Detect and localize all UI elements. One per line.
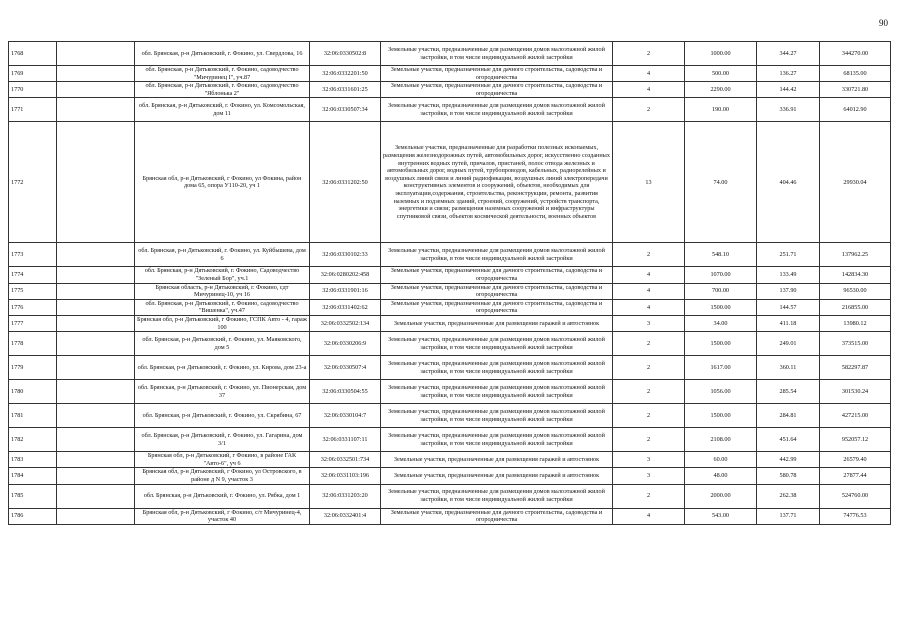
table-body bbox=[9, 42, 891, 525]
area-cell: 48.00 bbox=[685, 468, 757, 484]
land-use-cell: Земельные участки, предназначенные для размещения домов малоэтажной жилой застройки, в том числе индивидуальной жилой застройки bbox=[381, 404, 613, 428]
row-number-cell: 1774 bbox=[9, 267, 57, 283]
cadastral-value-cell: 524760.00 bbox=[820, 484, 891, 508]
row-number-cell: 1784 bbox=[9, 468, 57, 484]
address-cell: обл. Брянская, р-н Дятьковский, г. Фокино, ул. Кирова, дом 23-а bbox=[135, 356, 310, 380]
row-number-cell: 1773 bbox=[9, 243, 57, 267]
group-number-cell: 4 bbox=[613, 283, 685, 299]
cadastral-value-table bbox=[8, 41, 891, 525]
land-use-cell: Земельные участки, предназначенные для дачного строительства, садоводства и огородничества bbox=[381, 82, 613, 98]
empty-cell bbox=[57, 468, 135, 484]
cadastral-value-cell: 427215.00 bbox=[820, 404, 891, 428]
cadastral-number-cell: 32:06:0330206:9 bbox=[310, 332, 381, 356]
address-cell: Брянская обл, р-н Дятьковский, г Фокино, в районе ГАК "Авто-6", уч 6 bbox=[135, 452, 310, 468]
empty-cell bbox=[57, 122, 135, 243]
area-cell: 1617.00 bbox=[685, 356, 757, 380]
cadastral-number-cell: 32:06:0280202:458 bbox=[310, 267, 381, 283]
cadastral-value-cell: 301530.24 bbox=[820, 380, 891, 404]
area-cell: 2290.00 bbox=[685, 82, 757, 98]
cadastral-value-cell: 216855.00 bbox=[820, 299, 891, 315]
specific-value-cell: 251.71 bbox=[757, 243, 820, 267]
cadastral-value-cell: 582297.87 bbox=[820, 356, 891, 380]
address-cell: обл. Брянская, р-н Дятьковский, г. Фокино, ул. Свердлова, 16 bbox=[135, 42, 310, 66]
cadastral-number-cell: 32:06:0332401:4 bbox=[310, 508, 381, 524]
group-number-cell: 2 bbox=[613, 356, 685, 380]
cadastral-number-cell: 32:06:0330504:55 bbox=[310, 380, 381, 404]
cadastral-number-cell: 32:06:0331402:62 bbox=[310, 299, 381, 315]
empty-cell bbox=[57, 332, 135, 356]
cadastral-value-cell: 13980.12 bbox=[820, 315, 891, 331]
row-number-cell: 1772 bbox=[9, 122, 57, 243]
specific-value-cell: 336.91 bbox=[757, 98, 820, 122]
address-cell: обл. Брянская, р-н Дятьковский, г. Фокино, ул. Гагарина, дом 3/1 bbox=[135, 428, 310, 452]
cadastral-value-cell: 344270.00 bbox=[820, 42, 891, 66]
cadastral-value-cell: 74776.53 bbox=[820, 508, 891, 524]
area-cell: 1056.00 bbox=[685, 380, 757, 404]
empty-cell bbox=[57, 98, 135, 122]
specific-value-cell: 285.54 bbox=[757, 380, 820, 404]
group-number-cell: 2 bbox=[613, 243, 685, 267]
group-number-cell: 2 bbox=[613, 484, 685, 508]
group-number-cell: 2 bbox=[613, 380, 685, 404]
land-use-cell: Земельные участки, предназначенные для размещения домов малоэтажной жилой застройки, в том числе индивидуальной жилой застройки bbox=[381, 380, 613, 404]
cadastral-value-cell: 26579.40 bbox=[820, 452, 891, 468]
row-number-cell: 1782 bbox=[9, 428, 57, 452]
group-number-cell: 2 bbox=[613, 404, 685, 428]
group-number-cell: 4 bbox=[613, 66, 685, 82]
land-use-cell: Земельные участки, предназначенные для разработки полезных ископаемых, размещения железнодорожных путей, автомобильных дорог, искусственно созданных внутренних водных путей, причалов, пристаней, полос отвода железных и автомобильных дорог, водных путей, трубопроводов, кабельных, радиорелейных и воздушных линий связи и линий радиофикации, воздушных линий электропередачи конструктивных элементов и сооружений, объектов, необходимых для эксплуатации,содержания, строительства, реконструкции, ремонта, развития наземных и подземных зданий, строений, сооружений, устройств транспорта, энергетики и связи; размещения наземных сооружений и инфраструктуры спутниковой связи, объектов космической деятельности, военных объектов bbox=[381, 122, 613, 243]
table-row bbox=[9, 299, 891, 315]
area-cell: 548.10 bbox=[685, 243, 757, 267]
address-cell: обл. Брянская, р-н Дятьковский, г. Фокино, садоводчество "Вишенка", уч.47 bbox=[135, 299, 310, 315]
group-number-cell: 3 bbox=[613, 315, 685, 331]
row-number-cell: 1783 bbox=[9, 452, 57, 468]
area-cell: 190.00 bbox=[685, 98, 757, 122]
table-row bbox=[9, 452, 891, 468]
empty-cell bbox=[57, 315, 135, 331]
area-cell: 543.00 bbox=[685, 508, 757, 524]
land-use-cell: Земельные участки, предназначенные для дачного строительства, садоводства и огородничества bbox=[381, 299, 613, 315]
empty-cell bbox=[57, 404, 135, 428]
empty-cell bbox=[57, 428, 135, 452]
group-number-cell: 4 bbox=[613, 299, 685, 315]
table-row bbox=[9, 98, 891, 122]
table-row bbox=[9, 267, 891, 283]
table-row bbox=[9, 66, 891, 82]
land-use-cell: Земельные участки, предназначенные для размещения домов малоэтажной жилой застройки, в том числе индивидуальной жилой застройки bbox=[381, 332, 613, 356]
table-row bbox=[9, 356, 891, 380]
address-cell: обл. Брянская, р-н Дятьковский, г. Фокино, ул. Комсомольская, дом 11 bbox=[135, 98, 310, 122]
address-cell: обл. Брянская, р-н Дятьковский, г. Фокино, садоводчество "Мичуринец I", уч.87 bbox=[135, 66, 310, 82]
specific-value-cell: 284.81 bbox=[757, 404, 820, 428]
cadastral-number-cell: 32:06:0330104:7 bbox=[310, 404, 381, 428]
area-cell: 34.00 bbox=[685, 315, 757, 331]
area-cell: 1500.00 bbox=[685, 299, 757, 315]
specific-value-cell: 442.99 bbox=[757, 452, 820, 468]
land-use-cell: Земельные участки, предназначенные для дачного строительства, садоводства и огородничества bbox=[381, 283, 613, 299]
specific-value-cell: 451.64 bbox=[757, 428, 820, 452]
specific-value-cell: 136.27 bbox=[757, 66, 820, 82]
land-use-cell: Земельные участки, предназначенные для размещения гаражей и автостоянок bbox=[381, 468, 613, 484]
row-number-cell: 1777 bbox=[9, 315, 57, 331]
address-cell: Брянская обл, р-н Дятьковский, г Фокино, с/т Мичуринец-4, участок 40 bbox=[135, 508, 310, 524]
address-cell: обл. Брянская, р-н Дятьковский, г. Фокино, Садоводчество "Зеленый Бор", уч.1 bbox=[135, 267, 310, 283]
empty-cell bbox=[57, 42, 135, 66]
row-number-cell: 1770 bbox=[9, 82, 57, 98]
row-number-cell: 1781 bbox=[9, 404, 57, 428]
empty-cell bbox=[57, 452, 135, 468]
area-cell: 700.00 bbox=[685, 283, 757, 299]
land-use-cell: Земельные участки, предназначенные для дачного строительства, садоводства и огородничества bbox=[381, 267, 613, 283]
cadastral-value-cell: 137962.25 bbox=[820, 243, 891, 267]
specific-value-cell: 137.71 bbox=[757, 508, 820, 524]
cadastral-value-cell: 142834.30 bbox=[820, 267, 891, 283]
table-row bbox=[9, 380, 891, 404]
group-number-cell: 2 bbox=[613, 98, 685, 122]
cadastral-value-cell: 27877.44 bbox=[820, 468, 891, 484]
cadastral-value-cell: 373515.00 bbox=[820, 332, 891, 356]
table-row bbox=[9, 404, 891, 428]
group-number-cell: 3 bbox=[613, 452, 685, 468]
cadastral-value-cell: 952057.12 bbox=[820, 428, 891, 452]
cadastral-value-cell: 29930.04 bbox=[820, 122, 891, 243]
empty-cell bbox=[57, 484, 135, 508]
land-use-cell: Земельные участки, предназначенные для размещения домов малоэтажной жилой застройки, в том числе индивидуальной жилой застройки bbox=[381, 356, 613, 380]
empty-cell bbox=[57, 283, 135, 299]
empty-cell bbox=[57, 508, 135, 524]
empty-cell bbox=[57, 82, 135, 98]
area-cell: 1070.00 bbox=[685, 267, 757, 283]
land-use-cell: Земельные участки, предназначенные для размещения домов малоэтажной жилой застройки, в том числе индивидуальной жилой застройки bbox=[381, 98, 613, 122]
area-cell: 1500.00 bbox=[685, 404, 757, 428]
land-use-cell: Земельные участки, предназначенные для размещения домов малоэтажной жилой застройки, в том числе индивидуальной жилой застройки bbox=[381, 428, 613, 452]
cadastral-number-cell: 32:06:0331202:50 bbox=[310, 122, 381, 243]
specific-value-cell: 137.90 bbox=[757, 283, 820, 299]
cadastral-value-cell: 330721.80 bbox=[820, 82, 891, 98]
table-row bbox=[9, 468, 891, 484]
cadastral-value-cell: 64012.90 bbox=[820, 98, 891, 122]
cadastral-number-cell: 32:06:0331901:16 bbox=[310, 283, 381, 299]
area-cell: 500.00 bbox=[685, 66, 757, 82]
specific-value-cell: 249.01 bbox=[757, 332, 820, 356]
table-row bbox=[9, 484, 891, 508]
specific-value-cell: 580.78 bbox=[757, 468, 820, 484]
table-row bbox=[9, 122, 891, 243]
row-number-cell: 1768 bbox=[9, 42, 57, 66]
table-row bbox=[9, 508, 891, 524]
land-use-cell: Земельные участки, предназначенные для размещения домов малоэтажной жилой застройки, в том числе индивидуальной жилой застройки bbox=[381, 484, 613, 508]
address-cell: обл. Брянская, р-н Дятьковский, г. Фокино, ул. Рябка, дом 1 bbox=[135, 484, 310, 508]
table-row bbox=[9, 82, 891, 98]
area-cell: 74.00 bbox=[685, 122, 757, 243]
cadastral-number-cell: 32:06:0331107:11 bbox=[310, 428, 381, 452]
cadastral-number-cell: 32:06:0331601:25 bbox=[310, 82, 381, 98]
table-row bbox=[9, 428, 891, 452]
group-number-cell: 2 bbox=[613, 332, 685, 356]
row-number-cell: 1780 bbox=[9, 380, 57, 404]
empty-cell bbox=[57, 66, 135, 82]
cadastral-value-cell: 96530.00 bbox=[820, 283, 891, 299]
row-number-cell: 1778 bbox=[9, 332, 57, 356]
area-cell: 2000.00 bbox=[685, 484, 757, 508]
cadastral-number-cell: 32:06:0331103:196 bbox=[310, 468, 381, 484]
specific-value-cell: 411.18 bbox=[757, 315, 820, 331]
cadastral-value-cell: 68135.00 bbox=[820, 66, 891, 82]
address-cell: Брянская область, р-н Дятьковский, г. Фокино, сдт Мичуринец-10, уч 16 bbox=[135, 283, 310, 299]
empty-cell bbox=[57, 243, 135, 267]
address-cell: обл. Брянская, р-н Дятьковский, г. Фокино, ул. Скрябина, 67 bbox=[135, 404, 310, 428]
cadastral-number-cell: 32:06:0330507:4 bbox=[310, 356, 381, 380]
address-cell: обл. Брянская, р-н Дятьковский, г. Фокино, садоводчество "Яблонька 2" bbox=[135, 82, 310, 98]
page-number: 90 bbox=[879, 18, 888, 28]
address-cell: Брянская обл, р-н Дятьковский, г Фокино, ГСПК Авто - 4, гараж 100 bbox=[135, 315, 310, 331]
address-cell: обл. Брянская, р-н Дятьковский, г. Фокино, ул. Пионерская, дом 37 bbox=[135, 380, 310, 404]
specific-value-cell: 262.38 bbox=[757, 484, 820, 508]
specific-value-cell: 344.27 bbox=[757, 42, 820, 66]
row-number-cell: 1775 bbox=[9, 283, 57, 299]
area-cell: 1500.00 bbox=[685, 332, 757, 356]
empty-cell bbox=[57, 267, 135, 283]
row-number-cell: 1769 bbox=[9, 66, 57, 82]
cadastral-number-cell: 32:06:0332502:134 bbox=[310, 315, 381, 331]
group-number-cell: 2 bbox=[613, 42, 685, 66]
row-number-cell: 1786 bbox=[9, 508, 57, 524]
land-use-cell: Земельные участки, предназначенные для дачного строительства, садоводства и огородничества bbox=[381, 508, 613, 524]
specific-value-cell: 404.46 bbox=[757, 122, 820, 243]
empty-cell bbox=[57, 299, 135, 315]
cadastral-number-cell: 32:06:0330102:33 bbox=[310, 243, 381, 267]
cadastral-number-cell: 32:06:0332501:734 bbox=[310, 452, 381, 468]
address-cell: Брянская обл, р-н Дятьковский, г Фокино, ул Островского, в районе д N 9, участок 3 bbox=[135, 468, 310, 484]
land-use-cell: Земельные участки, предназначенные для размещения домов малоэтажной жилой застройки, в том числе индивидуальной жилой застройки bbox=[381, 243, 613, 267]
area-cell: 2108.00 bbox=[685, 428, 757, 452]
group-number-cell: 4 bbox=[613, 82, 685, 98]
table-row bbox=[9, 283, 891, 299]
group-number-cell: 4 bbox=[613, 267, 685, 283]
land-use-cell: Земельные участки, предназначенные для размещения гаражей и автостоянок bbox=[381, 452, 613, 468]
row-number-cell: 1771 bbox=[9, 98, 57, 122]
specific-value-cell: 144.42 bbox=[757, 82, 820, 98]
table-row bbox=[9, 332, 891, 356]
cadastral-number-cell: 32:06:0330502:8 bbox=[310, 42, 381, 66]
row-number-cell: 1785 bbox=[9, 484, 57, 508]
address-cell: Брянская обл, р-н Дятьковский, г Фокино, ул Фокина, район дома 65, опора У110-20, уч 1 bbox=[135, 122, 310, 243]
specific-value-cell: 133.49 bbox=[757, 267, 820, 283]
area-cell: 60.00 bbox=[685, 452, 757, 468]
area-cell: 1000.00 bbox=[685, 42, 757, 66]
cadastral-number-cell: 32:06:0332201:50 bbox=[310, 66, 381, 82]
group-number-cell: 4 bbox=[613, 508, 685, 524]
table-row bbox=[9, 243, 891, 267]
land-use-cell: Земельные участки, предназначенные для размещения гаражей и автостоянок bbox=[381, 315, 613, 331]
row-number-cell: 1779 bbox=[9, 356, 57, 380]
group-number-cell: 2 bbox=[613, 428, 685, 452]
empty-cell bbox=[57, 380, 135, 404]
table-row bbox=[9, 42, 891, 66]
group-number-cell: 3 bbox=[613, 468, 685, 484]
cadastral-number-cell: 32:06:0330507:34 bbox=[310, 98, 381, 122]
cadastral-number-cell: 32:06:0331203:20 bbox=[310, 484, 381, 508]
land-use-cell: Земельные участки, предназначенные для дачного строительства, садоводства и огородничества bbox=[381, 66, 613, 82]
row-number-cell: 1776 bbox=[9, 299, 57, 315]
address-cell: обл. Брянская, р-н Дятьковский, г. Фокино, ул. Куйбышева, дом 6 bbox=[135, 243, 310, 267]
group-number-cell: 13 bbox=[613, 122, 685, 243]
land-use-cell: Земельные участки, предназначенные для размещения домов малоэтажной жилой застройки, в том числе индивидуальной жилой застройки bbox=[381, 42, 613, 66]
address-cell: обл. Брянская, р-н Дятьковский, г. Фокино, ул. Маяковского, дом 5 bbox=[135, 332, 310, 356]
specific-value-cell: 360.11 bbox=[757, 356, 820, 380]
empty-cell bbox=[57, 356, 135, 380]
specific-value-cell: 144.57 bbox=[757, 299, 820, 315]
table-row bbox=[9, 315, 891, 331]
